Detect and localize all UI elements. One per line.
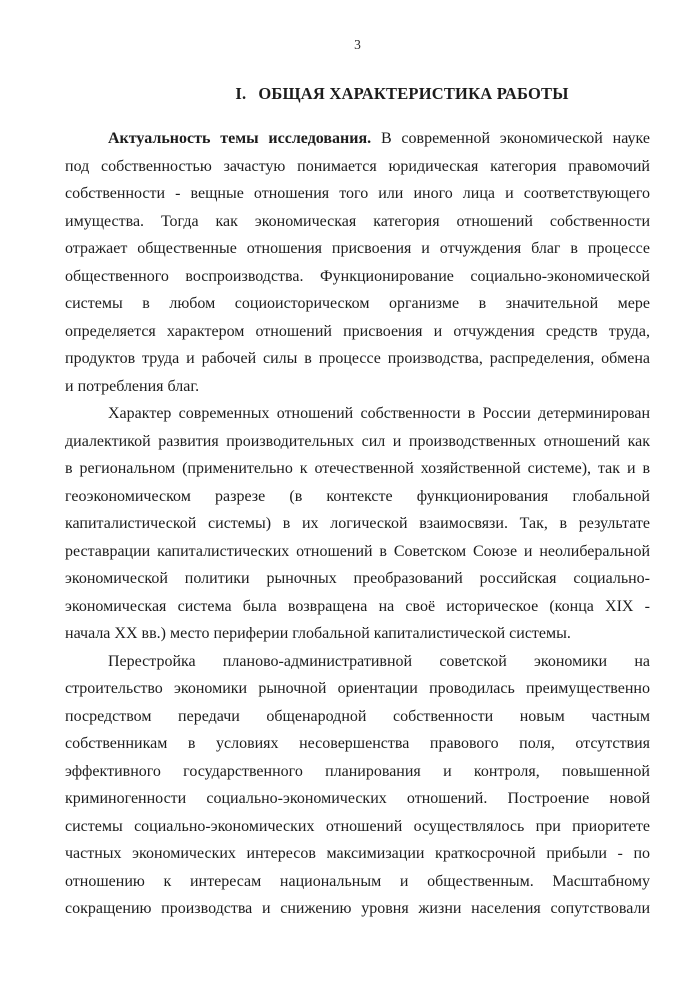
text-segment: криминогенности социально-экономических отношений. Построение новой (65, 790, 650, 807)
text-segment: общественного воспроизводства. Функционирование социально-экономической (65, 267, 650, 285)
paragraph (65, 125, 650, 400)
text-line (65, 208, 650, 236)
text-segment: реставрации капиталистических отношений в Советском Союзе и неолиберальной (65, 542, 650, 560)
text-line (65, 620, 650, 648)
text-line (65, 703, 650, 731)
section-heading-number: I. (235, 84, 247, 103)
text-line (65, 868, 650, 896)
section-heading-title: ОБЩАЯ ХАРАКТЕРИСТИКА РАБОТЫ (258, 84, 569, 103)
text-segment: Перестройка планово-административной советской экономики на (108, 652, 650, 670)
text-line (65, 153, 650, 181)
text-segment: определяется характером отношений присвоения и отчуждения средств труда, (65, 322, 650, 340)
text-line (65, 428, 650, 456)
text-line (65, 483, 650, 511)
section-heading (65, 84, 650, 104)
text-segment: геоэкономическом разрезе (в контексте функционирования глобальной (65, 487, 650, 505)
text-line (65, 565, 650, 593)
text-segment: отношению к интересам национальным и общественным. Масштабному (65, 872, 650, 890)
text-segment: отражает общественные отношения присвоения и отчуждения благ в процессе (65, 240, 650, 257)
text-line (65, 730, 650, 758)
text-segment: в региональном (применительно к отечественной хозяйственной системе), так и в (65, 460, 650, 477)
text-line (65, 455, 650, 483)
text-line (65, 758, 650, 786)
text-segment: системы в любом социоисторическом организме в значительной мере (65, 295, 650, 312)
text-segment: частных экономических интересов максимизации краткосрочной прибыли - по (65, 845, 650, 862)
text-segment: экономической политики рыночных преобразований российская социально- (65, 570, 650, 587)
text-segment: посредством передачи общенародной собственности новым частным (65, 707, 650, 725)
text-line (65, 840, 650, 868)
text-segment: начала XX вв.) место периферии глобальной капиталистической системы. (65, 625, 571, 642)
paragraph (65, 400, 650, 648)
text-segment: В современной экономической науке (371, 130, 650, 147)
text-segment: собственникам в условиях несовершенства правового поля, отсутствия (65, 735, 650, 752)
text-line (65, 235, 650, 263)
text-segment: Характер современных отношений собственности в России детерминирован (108, 405, 650, 422)
text-segment: капиталистической системы) в их логической взаимосвязи. Так, в результате (65, 515, 650, 532)
text-line (65, 373, 650, 401)
text-segment: имущества. Тогда как экономическая категория отношений собственности (65, 212, 650, 230)
text-segment: под собственностью зачастую понимается юридическая категория правомочий (65, 157, 650, 175)
text-line (65, 648, 650, 676)
text-line (65, 813, 650, 841)
page-number: 3 (354, 37, 361, 52)
bold-text-segment: Актуальность темы исследования. (108, 130, 372, 147)
text-segment: системы социально-экономических отношений осуществлялось при приоритете (65, 817, 650, 835)
text-line (65, 895, 650, 923)
text-line (65, 510, 650, 538)
text-segment: строительство экономики рыночной ориентации проводилась преимущественно (65, 680, 650, 697)
text-segment: сокращению производства и снижению уровня жизни населения сопутствовали (65, 900, 650, 917)
text-line (65, 400, 650, 428)
text-segment: собственности - вещные отношения того или иного лица и соответствующего (65, 185, 650, 202)
text-segment: и потребления благ. (65, 377, 200, 395)
text-segment: экономическая система была возвращена на своё историческое (конца XIX - (65, 597, 650, 615)
document-body (65, 125, 650, 923)
paragraph (65, 648, 650, 923)
text-line (65, 290, 650, 318)
text-line (65, 263, 650, 291)
text-segment: эффективного государственного планирования и контроля, повышенной (65, 762, 650, 780)
text-line (65, 675, 650, 703)
text-segment: диалектикой развития производительных сил и производственных отношений как (65, 432, 650, 450)
text-line (65, 180, 650, 208)
text-line (65, 125, 650, 153)
text-line (65, 318, 650, 346)
text-line (65, 785, 650, 813)
text-segment: продуктов труда и рабочей силы в процессе производства, распределения, обмена (65, 350, 650, 367)
text-line (65, 345, 650, 373)
text-line (65, 593, 650, 621)
text-line (65, 538, 650, 566)
